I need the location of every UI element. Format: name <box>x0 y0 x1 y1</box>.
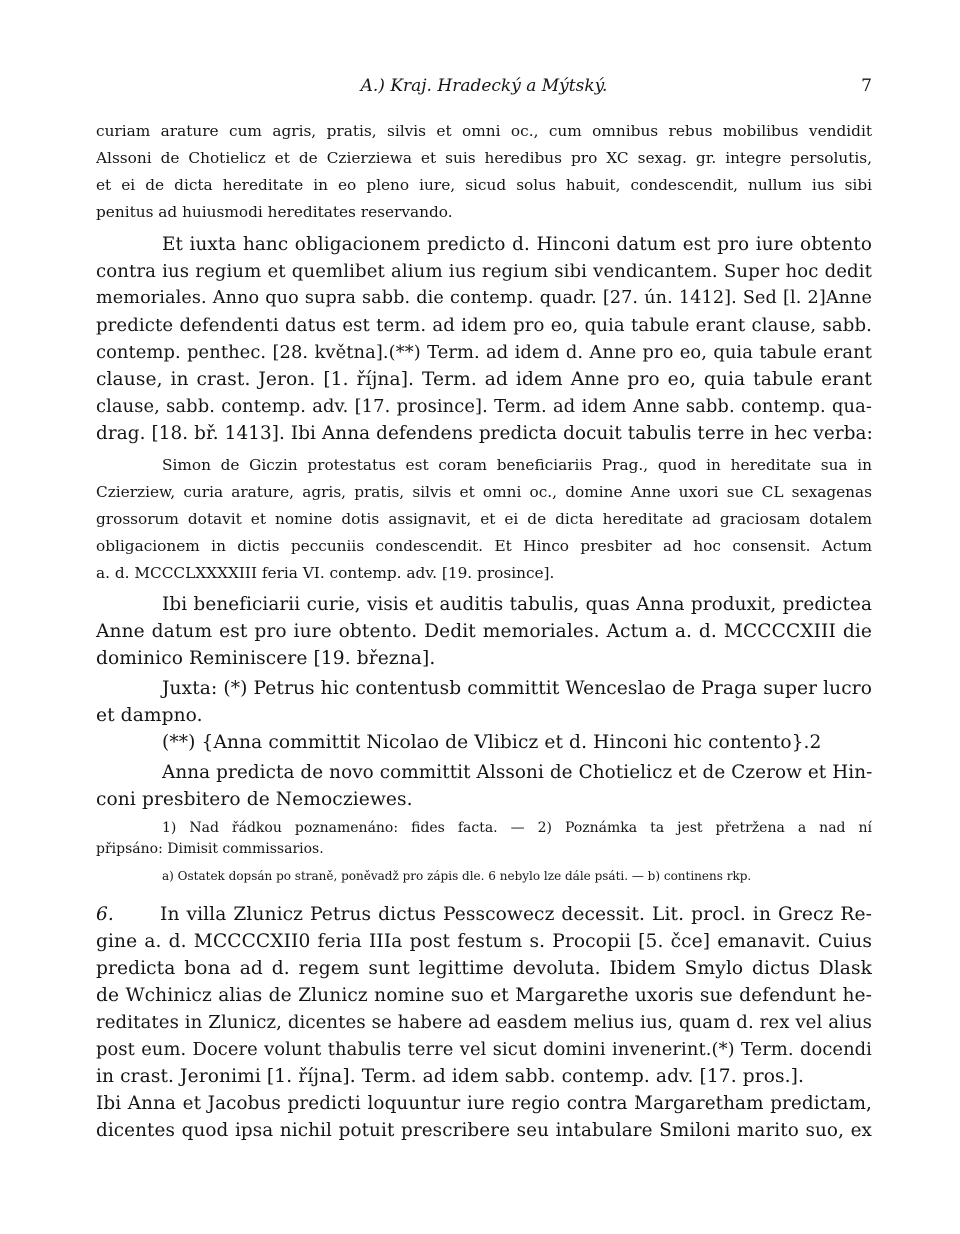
text-line: a. d. MCCCLXXXXIII feria VI. contemp. adv. [19. prosince]. <box>96 564 555 582</box>
text-line: de Wchinicz alias de Zlunicz nomine suo et Margarethe uxoris sue defendunt he- <box>96 985 872 1006</box>
text-line: obligacionem in dictis peccuniis condescendit. Et Hinco presbiter ad hoc consensit. Actum <box>96 537 872 555</box>
text-line: Ibi Anna et Jacobus predicti loquuntur iure regio contra Margaretham predictam, <box>96 1093 872 1114</box>
text-line: curiam arature cum agris, pratis, silvis et omni oc., cum omnibus rebus mobilibus vendidit <box>96 122 872 140</box>
text-line: coni presbitero de Nemocziewes. <box>96 789 413 810</box>
page-number: 7 <box>861 76 872 96</box>
text-line: in crast. Jeronimi [1. října]. Term. ad idem sabb. contemp. adv. [17. pros.]. <box>96 1066 805 1087</box>
text-line: clause, in crast. Jeron. [1. října]. Term. ad idem Anne pro eo, quia tabule erant <box>96 369 872 390</box>
text-line: Ibi beneficiarii curie, visis et auditis tabulis, quas Anna produxit, predictea <box>162 594 872 615</box>
footnote-line: 1) Nad řádkou poznamenáno: fides facta. — 2) Poznámka ta jest přetržena a nad ní <box>162 820 872 836</box>
text-line: grossorum dotavit et nomine dotis assignavit, et ei de dicta hereditate ad graciosam dotalem <box>96 510 872 528</box>
text-line: et dampno. <box>96 705 203 726</box>
text-line: dicentes quod ipsa nichil potuit prescribere seu intabulare Smiloni marito suo, ex <box>96 1120 872 1141</box>
text-line: In villa Zlunicz Petrus dictus Pesscowecz decessit. Lit. procl. in Grecz Re- <box>160 904 872 925</box>
text-line: Czierziew, curia arature, agris, pratis, silvis et omni oc., domine Anne uxori sue CL sexagenas <box>96 483 872 501</box>
text-line: drag. [18. bř. 1413]. Ibi Anna defendens predicta docuit tabulis terre in hec verba: <box>96 423 873 444</box>
entry-number: 6. <box>96 904 114 925</box>
text-line: contra ius regium et quemlibet alium ius regium sibi vendicantem. Super hoc dedit <box>96 261 872 282</box>
text-line: et ei de dicta hereditate in eo pleno iure, sicud solus habuit, condescendit, nullum ius sibi <box>96 176 872 194</box>
text-line: Simon de Giczin protestatus est coram beneficiariis Prag., quod in hereditate sua in <box>162 456 872 474</box>
text-line: reditates in Zlunicz, dicentes se habere ad easdem melius ius, quam d. rex vel alius <box>96 1012 873 1033</box>
footnote-line: a) Ostatek dopsán po straně, poněvadž pro zápis dle. 6 nebylo lze dále psáti. — b) continens rkp. <box>162 869 752 883</box>
text-line: post eum. Docere volunt thabulis terre vel sicut domini invenerint.(*) Term. docendi <box>96 1039 872 1060</box>
running-title: A.) Kraj. Hradecký a Mýtský. <box>360 76 608 96</box>
text-line: memoriales. Anno quo supra sabb. die contemp. quadr. [27. ún. 1412]. Sed [l. 2]Anne <box>96 288 872 308</box>
text-line: contemp. penthec. [28. května].(**) Term. ad idem d. Anne pro eo, quia tabule erant <box>96 342 872 363</box>
text-line: Et iuxta hanc obligacionem predicto d. Hinconi datum est pro iure obtento <box>162 234 872 255</box>
running-head <box>96 76 872 100</box>
text-line: (**) {Anna committit Nicolao de Vlibicz et d. Hinconi hic contento}.2 <box>162 732 822 753</box>
text-line: dominico Reminiscere [19. března]. <box>96 648 436 669</box>
text-line: Anna predicta de novo committit Alssoni de Chotielicz et de Czerow et Hin- <box>162 762 873 783</box>
footnote-line: připsáno: Dimisit commissarios. <box>96 841 324 857</box>
text-line: predicte defendenti datus est term. ad idem pro eo, quia tabule erant clause, sabb. <box>96 315 872 336</box>
text-line: gine a. d. MCCCCXII0 feria IIIa post festum s. Procopii [5. čce] emanavit. Cuius <box>96 931 872 952</box>
text-line: predicta bona ad d. regem sunt legittime devoluta. Ibidem Smylo dictus Dlask <box>96 958 872 979</box>
text-line: Anne datum est pro iure obtento. Dedit memoriales. Actum a. d. MCCCCXIII die <box>96 621 872 642</box>
text-line: penitus ad huiusmodi hereditates reservando. <box>96 203 453 221</box>
text-line: Juxta: (*) Petrus hic contentusb committit Wenceslao de Praga super lucro <box>162 678 872 699</box>
text-line: clause, sabb. contemp. adv. [17. prosince]. Term. ad idem Anne sabb. contemp. qua- <box>96 396 872 417</box>
text-line: Alssoni de Chotielicz et de Czierziewa et suis heredibus pro XC sexag. gr. integre persolutis, <box>96 149 872 167</box>
